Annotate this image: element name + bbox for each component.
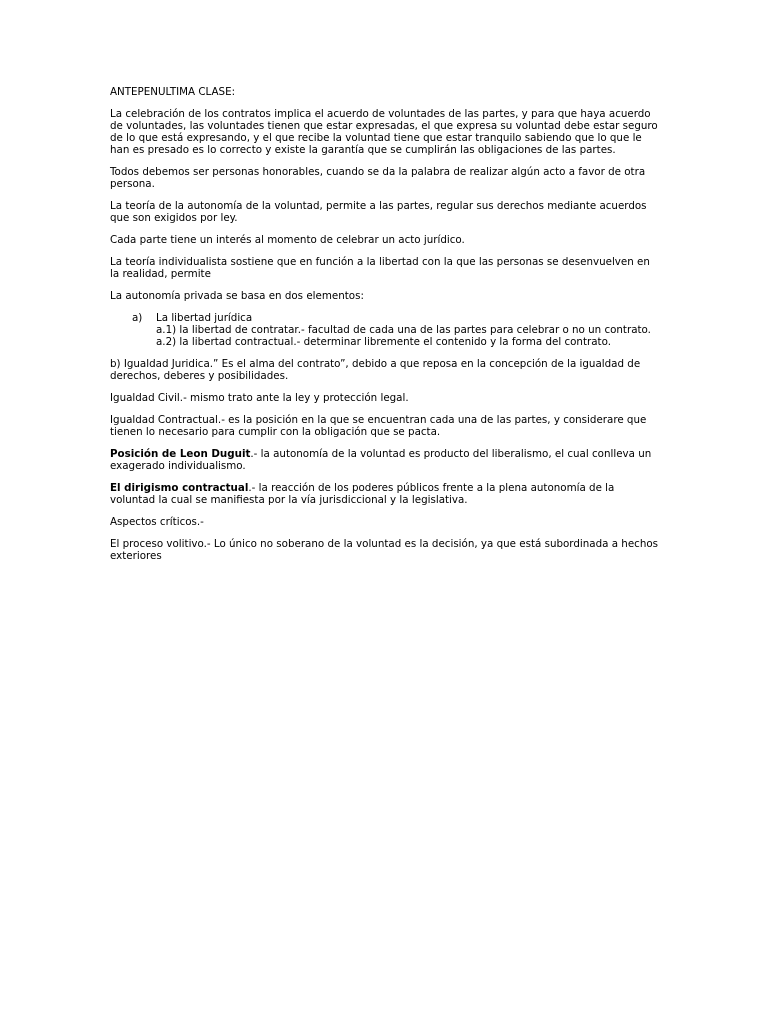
paragraph-honorables: Todos debemos ser personas honorables, cuando se da la palabra de realizar algún acto a favor de otra persona.	[110, 166, 646, 190]
paragraph-autonomia-privada: La autonomía privada se basa en dos elementos:	[110, 290, 364, 302]
paragraph-igualdad-juridica: b) Igualdad Juridica.” Es el alma del contrato”, debido a que reposa en la concepción de la igualdad de derechos, deberes y posibilidades.	[110, 358, 641, 382]
document-body	[110, 86, 660, 572]
paragraph-proceso-volitivo: El proceso volitivo.- Lo único no soberano de la voluntad es la decisión, ya que está subordinada a hechos exteriores	[110, 538, 659, 562]
paragraph-leon-duguit	[110, 448, 660, 472]
list-item-title: La libertad jurídica	[156, 312, 253, 324]
elements-list	[110, 312, 660, 348]
paragraph-celebracion: La celebración de los contratos implica el acuerdo de voluntades de las partes, y para que haya acuerdo de voluntades, las voluntades tienen que estar expresadas, el que expresa su voluntad debe estar seguro de lo que está expresando, y el que recibe la voluntad tiene que estar tranquilo sabiendo que lo que le han es presado es lo correcto y existe la garantía que se cumplirán las obligaciones de las partes.	[110, 108, 658, 156]
paragraph-teoria-autonomia: La teoría de la autonomía de la voluntad, permite a las partes, regular sus derechos mediante acuerdos que son exigidos por ley.	[110, 200, 647, 224]
paragraph-teoria-individualista: La teoría individualista sostiene que en función a la libertad con la que las personas se desenvuelven en la realidad, permite	[110, 256, 650, 280]
list-marker: a)	[132, 312, 143, 324]
paragraph-dirigismo-text: .- la reacción de los poderes públicos frente a la plena autonomía de la voluntad la cual se manifiesta por la vía jurisdiccional y la legislativa.	[110, 482, 615, 506]
bold-term-dirigismo: El dirigismo contractual	[110, 482, 249, 494]
paragraph-aspectos-criticos: Aspectos críticos.-	[110, 516, 204, 528]
document-heading: ANTEPENULTIMA CLASE:	[110, 86, 236, 98]
paragraph-igualdad-contractual: Igualdad Contractual.- es la posición en la que se encuentran cada una de las partes, y considerare que tienen lo necesario para cumplir con la obligación que se pacta.	[110, 414, 647, 438]
paragraph-dirigismo	[110, 482, 660, 506]
paragraph-interes: Cada parte tiene un interés al momento de celebrar un acto jurídico.	[110, 234, 465, 246]
bold-term-leon-duguit: Posición de Leon Duguit	[110, 448, 251, 460]
list-subitem-libertad-contractual: a.2) la libertad contractual.- determinar libremente el contenido y la forma del contrato.	[156, 336, 611, 348]
paragraph-leon-duguit-text: .- la autonomía de la voluntad es producto del liberalismo, el cual conlleva un exagerado individualismo.	[110, 448, 652, 472]
list-subitem-libertad-contratar: a.1) la libertad de contratar.- facultad de cada una de las partes para celebrar o no un contrato.	[156, 324, 651, 336]
paragraph-igualdad-civil: Igualdad Civil.- mismo trato ante la ley y protección legal.	[110, 392, 409, 404]
list-item-libertad-juridica	[110, 312, 660, 324]
